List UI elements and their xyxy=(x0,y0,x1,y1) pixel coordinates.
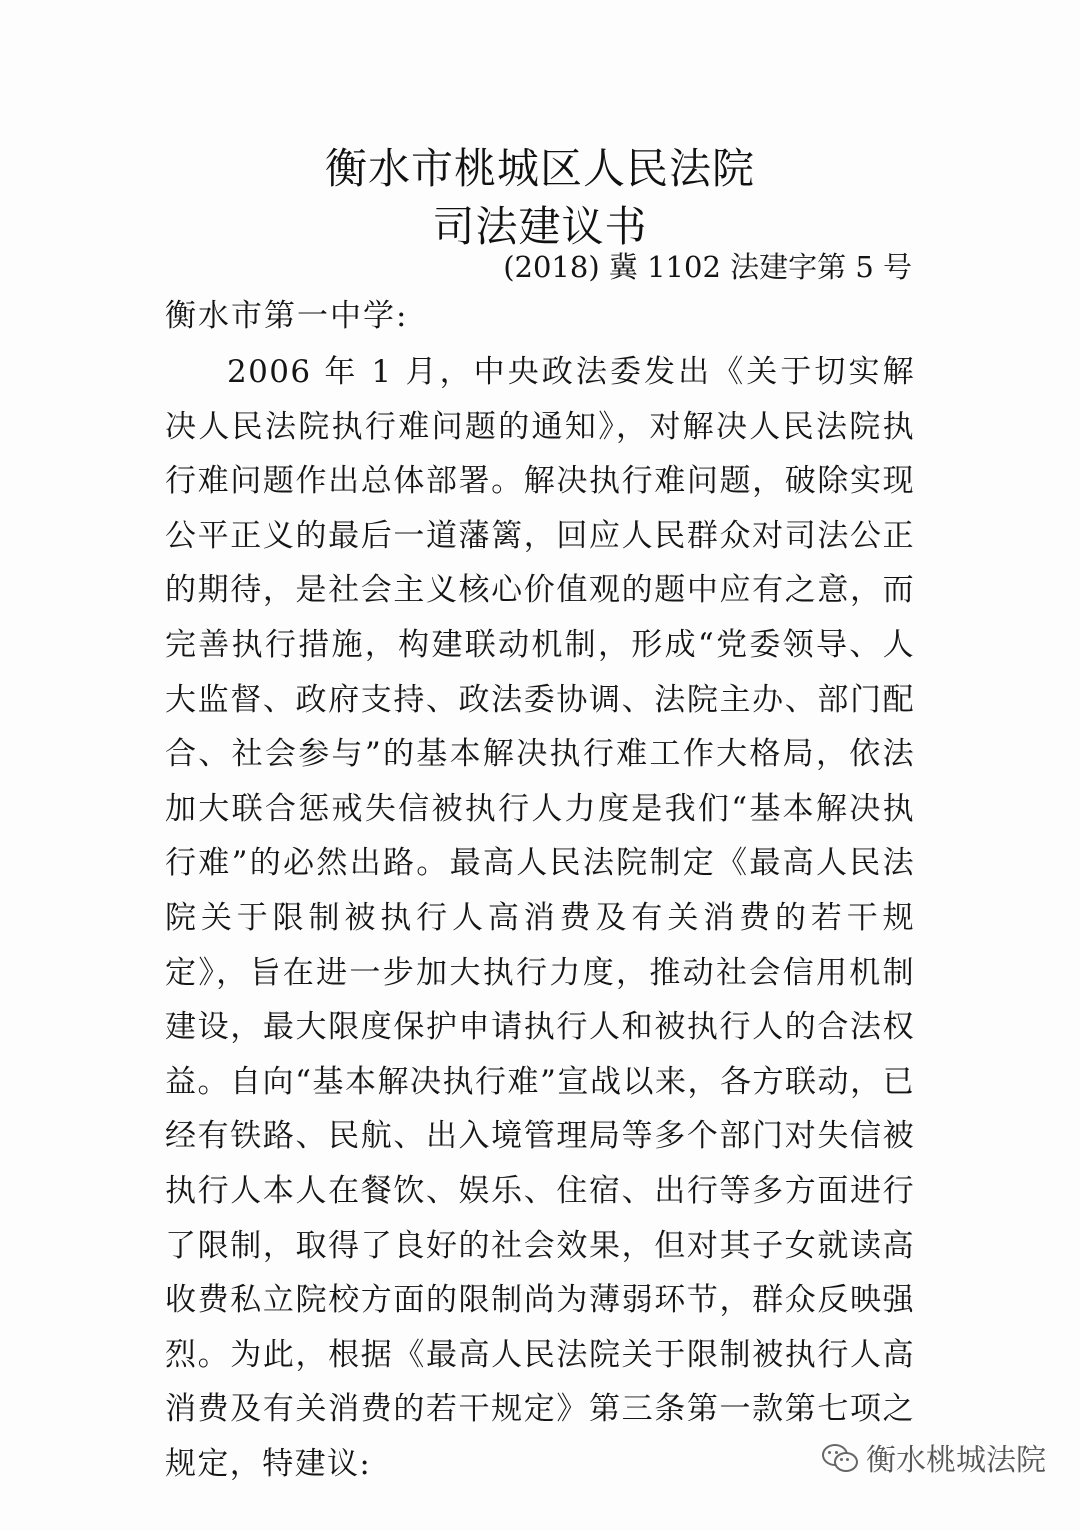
addressee: 衡水市第一中学: xyxy=(165,298,409,334)
case-number: (2018) 冀 1102 法建字第 5 号 xyxy=(503,250,912,284)
watermark-text: 衡水桃城法院 xyxy=(866,1443,1046,1478)
document-type-title: 司法建议书 xyxy=(432,202,648,251)
body-paragraph: 2006 年 1 月，中央政法委发出《关于切实解决人民法院执行难问题的通知》，对解决人民法院执行难问题作出总体部署。解决执行难问题，破除实现公平正义的最后一道藩篱，回应人民群众对司法公正的期待，是社会主义核心价值观的题中应有之意，而完善执行措施，构建联动机制，形成“党委领导、人大监督、政府支持、政法委协调、法院主办、部门配合、社会参与”的基本解决执行难工作大格局，依法加大联合惩戒失信被执行人力度是我们“基本解决执行难”的必然出路。最高人民法院制定《最高人民法院关于限制被执行人高消费及有关消费的若干规定》，旨在进一步加大执行力度，推动社会信用机制建设，最大限度保护申请执行人和被执行人的合法权益。自向“基本解决执行难”宣战以来，各方联动，已经有铁路、民航、出入境管理局等多个部门对失信被执行人本人在餐饮、娱乐、住宿、出行等多方面进行了限制，取得了良好的社会效果，但对其子女就读高收费私立院校方面的限制尚为薄弱环节，群众反映强烈。为此，根据《最高人民法院关于限制被执行人高消费及有关消费的若干规定》第三条第一款第七项之规定，特建议: xyxy=(165,354,915,1482)
watermark xyxy=(822,1435,1046,1479)
court-name-title: 衡水市桃城区人民法院 xyxy=(324,144,755,193)
wechat-icon xyxy=(822,1442,858,1472)
